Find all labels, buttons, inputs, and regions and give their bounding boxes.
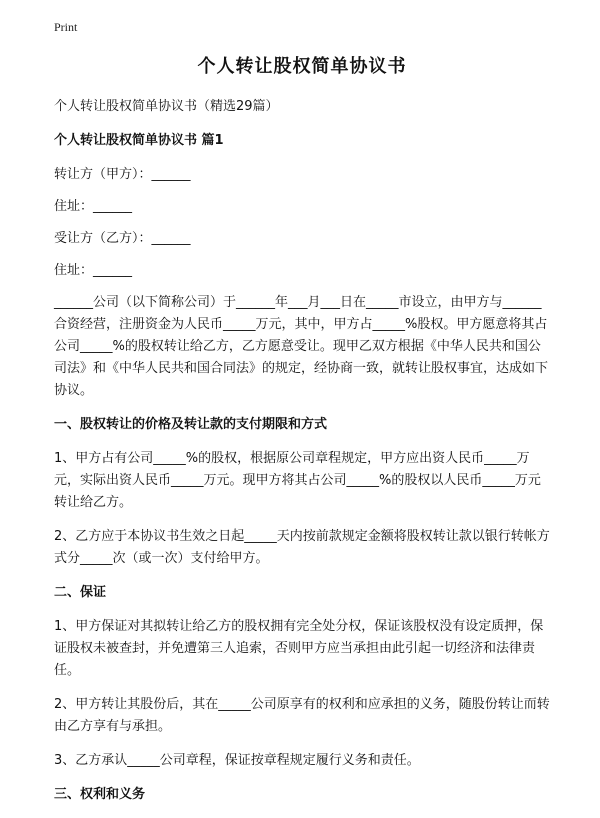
section-heading: 二、保证 xyxy=(54,585,107,600)
document-title: 个人转让股权简单协议书 xyxy=(197,56,407,77)
print-link[interactable]: Print xyxy=(54,20,78,34)
intro-paragraph: ______公司（以下简称公司）于______年___月___日在_____市设立，由甲方与______合资经营，注册资金为人民币_____万元，其中，甲方占_____%股权。甲方愿意将其占公司_____%的股权转让给乙方，乙方愿意受让。现甲乙双方根据《中华人民共和国公司法》和《中华人民共和国合同法》的规定，经协商一致，就转让股权事宜，达成如下协议。 xyxy=(54,295,549,398)
document-body xyxy=(54,52,550,818)
section-3 xyxy=(54,784,550,806)
section-paragraph: 1、甲方占有公司_____%的股权，根据原公司章程规定，甲方应出资人民币_____万元，实际出资人民币_____万元。现甲方将其占公司_____%的股权以人民币_____万元转让给乙方。 xyxy=(54,451,541,510)
document-subtitle: 个人转让股权简单协议书（精选29篇） xyxy=(54,99,279,114)
section-paragraph: 3、乙方承认_____公司章程，保证按章程规定履行义务和责任。 xyxy=(54,753,420,768)
section-paragraph: 1、甲方保证对其拟转让给乙方的股权拥有完全处分权，保证该股权没有设定质押，保证股权未被查封，并免遭第三人追索，否则甲方应当承担由此引起一切经济和法律责任。 xyxy=(54,619,544,678)
field-transferee-address: 住址：______ xyxy=(54,263,133,278)
section-1 xyxy=(54,414,550,570)
field-transferor-address: 住址：______ xyxy=(54,199,133,214)
field-transferee: 受让方（乙方）：______ xyxy=(54,231,191,246)
field-transferor: 转让方（甲方）：______ xyxy=(54,167,191,182)
section-paragraph: 2、乙方应于本协议书生效之日起_____天内按前款规定金额将股权转让款以银行转帐方式分_____次（或一次）支付给甲方。 xyxy=(54,529,550,566)
article-heading: 个人转让股权简单协议书 篇1 xyxy=(54,133,224,148)
section-paragraph: 2、甲方转让其股份后，其在_____公司原享有的权利和应承担的义务，随股份转让而转由乙方享有与承担。 xyxy=(54,697,550,734)
section-2 xyxy=(54,582,550,772)
section-heading: 一、股权转让的价格及转让款的支付期限和方式 xyxy=(54,417,328,432)
section-heading: 三、权利和义务 xyxy=(54,787,146,802)
